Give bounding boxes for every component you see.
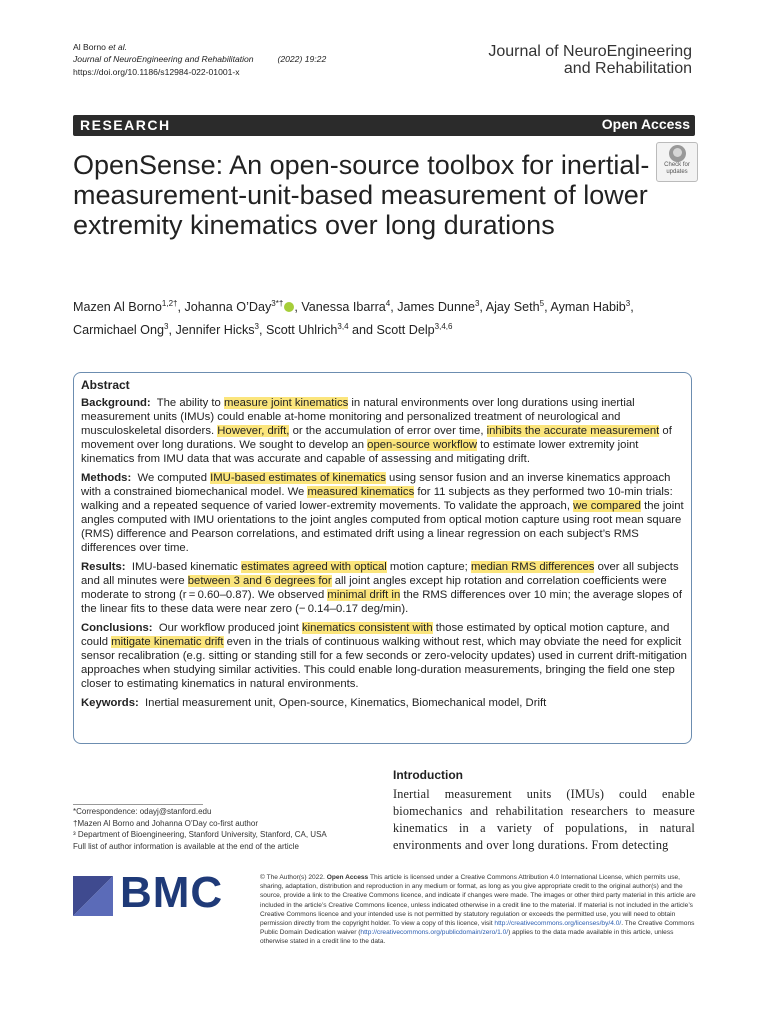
bmc-logo-icon <box>73 876 113 916</box>
text: motion capture; <box>386 561 471 573</box>
text: to estimate lower extremity joint kinematics from IMU data that was accurate and capable of assessing and mitigating drift. <box>81 439 639 465</box>
author[interactable]: Vanessa Ibarra <box>301 300 386 315</box>
check-for-updates-button[interactable] <box>656 142 698 182</box>
highlight[interactable]: minimal drift in <box>327 589 401 601</box>
text: Our workflow produced joint <box>158 622 303 634</box>
header-journal: Journal of NeuroEngineering and Rehabilitation <box>73 54 254 65</box>
update-icon <box>669 145 686 162</box>
journal-line2: and Rehabilitation <box>563 60 692 77</box>
author[interactable]: Ajay Seth <box>485 300 540 315</box>
text: IMU-based kinematic <box>131 561 242 573</box>
license-open-access: Open Access <box>326 874 369 881</box>
text: or the accumulation of error over time, <box>289 425 487 437</box>
co-first-note: †Mazen Al Borno and Johanna O’Day co-first author <box>73 818 258 828</box>
abstract-results <box>81 560 687 616</box>
author-info-note: Full list of author information is available at the end of the article <box>73 841 299 851</box>
author-affiliation: 3 <box>164 322 169 332</box>
running-header <box>73 41 326 78</box>
background-label: Background: <box>81 397 151 409</box>
journal-name <box>488 43 692 77</box>
open-access-label: Open Access <box>601 116 690 132</box>
affiliation-note: ³ Department of Bioengineering, Stanford University, Stanford, CA, USA <box>73 830 327 839</box>
orcid-icon[interactable] <box>284 302 294 312</box>
highlight[interactable]: estimates agreed with optical <box>241 561 387 573</box>
license-prefix: © The Author(s) 2022. <box>260 874 327 881</box>
text: of movement over long durations. We sought to develop an <box>81 425 672 451</box>
methods-label: Methods: <box>81 472 132 484</box>
abstract-keywords <box>81 696 687 710</box>
author-affiliation: 3*† <box>271 299 284 308</box>
introduction-text: Inertial measurement units (IMUs) could enable biomechanics and rehabilitation researchers to measure kinematics in a variety of populations, in natural environments and over long durations. From detecting <box>393 787 695 852</box>
highlight[interactable]: However, drift, <box>217 425 290 437</box>
article-type-label: RESEARCH <box>80 117 171 133</box>
author-affiliation: 3,4 <box>337 322 349 332</box>
text: the joint angles computed with IMU orientations to the joint angles computed from optical motion capture using root mean square (RMS) difference and Pearson correlations, and estimated drift using a linear regression on each subject’s RMS differences over time. <box>81 500 684 554</box>
author[interactable]: Scott Delp <box>376 323 435 338</box>
author[interactable]: Ayman Habib <box>550 300 626 315</box>
author[interactable]: Scott Uhlrich <box>266 323 338 338</box>
footnote-divider <box>73 804 203 805</box>
publisher-name: BMC <box>120 868 224 917</box>
text: over all subjects and all minutes were <box>81 561 679 587</box>
highlight[interactable]: IMU-based estimates of kinematics <box>210 472 386 484</box>
text: those estimated by optical motion capture, and could <box>81 622 670 648</box>
highlight[interactable]: inhibits the accurate measurement <box>486 425 660 437</box>
license-body: ) applies to the data made available in this article, unless otherwise stated in a credit line to the data. <box>260 929 674 946</box>
author[interactable]: Carmichael Ong <box>73 323 164 338</box>
abstract-background <box>81 396 687 466</box>
highlight[interactable]: open-source workflow <box>367 439 478 451</box>
author-affiliation: 5 <box>539 299 545 308</box>
text: in natural environments over long durations using inertial measurement units (IMUs) could enable at-home monitoring and personalized treatment of neurological and musculoskeletal disorders. <box>81 397 635 437</box>
text: all joint angles except hip rotation and correlation coefficients were moderate to strong (r = 0.60–0.87). We observed <box>81 575 667 601</box>
header-authors: Al Borno <box>73 42 106 52</box>
journal-line1: Journal of NeuroEngineering <box>488 43 692 60</box>
author[interactable]: Mazen Al Borno <box>73 300 162 315</box>
author-affiliation: 4 <box>385 299 391 308</box>
author[interactable]: Johanna O’Day <box>184 300 272 315</box>
text: for 11 subjects as they performed two 10-min trials: walking and a repeated sequence of varied lower-extremity movements. To validate the approach, <box>81 486 673 512</box>
abstract-methods <box>81 471 687 555</box>
footnotes <box>73 806 373 852</box>
author-affiliation: 3 <box>625 299 631 308</box>
highlight[interactable]: median RMS differences <box>470 561 595 573</box>
highlight[interactable]: between 3 and 6 degrees for <box>187 575 332 587</box>
license-body: . The Creative Commons Public Domain Dedication waiver ( <box>260 920 695 937</box>
author-affiliation: 3,4,6 <box>434 322 453 332</box>
license-link[interactable]: http://creativecommons.org/licenses/by/4.0/ <box>494 920 622 928</box>
results-label: Results: <box>81 561 126 573</box>
waiver-link[interactable]: http://creativecommons.org/publicdomain/zero/1.0/ <box>360 929 509 937</box>
highlight[interactable]: we compared <box>573 500 641 512</box>
author-affiliation: 1,2† <box>161 299 178 308</box>
text: We computed <box>137 472 211 484</box>
text: the RMS differences over 10 min; the average slopes of the linear fits to these data were near zero (− 0.14–0.17 deg/min). <box>81 589 682 615</box>
author-affiliation: 3 <box>254 322 259 332</box>
author-affiliation: 3 <box>474 299 480 308</box>
author[interactable]: James Dunne <box>397 300 475 315</box>
correspondence[interactable]: *Correspondence: odayj@stanford.edu <box>73 807 212 816</box>
highlight[interactable]: measure joint kinematics <box>223 397 349 409</box>
text: using sensor fusion and an inverse kinematics approach with a constrained biomechanical model. We <box>81 472 671 498</box>
abstract-heading: Abstract <box>81 378 130 392</box>
text: The ability to <box>156 397 224 409</box>
author-list: Mazen Al Borno$^{1,2\dagger}$, Johanna O’Day$^{3*\dagger}$ , Vanessa Ibarra$^4$, James Dunne$^3$, Ajay Seth$^5$, Ayman Habib$^3$, Carmichael Ong$^3$, Jennifer Hicks$^3$, Scott Uhlrich$^{3,4}$ and Scott Delp$^{3,4,6}$ <box>73 299 634 338</box>
check-updates-line2: updates <box>666 168 688 175</box>
license-body: This article is licensed under a Creative Commons Attribution 4.0 International License, which permits use, sharing, adaptation, distribution and reproduction in any medium or format, as long as you give appropriate credit to the original author(s) and the source, provide a link to the Creative Commons licence, and indicate if changes were made. The images or other third party material in this article are included in the article’s Creative Commons licence, unless indicated otherwise in a credit line to the material. If material is not included in the article’s Creative Commons licence and your intended use is not permitted by statutory regulation or exceeds the permitted use, you will need to obtain permission directly from the copyright holder. To view a copy of this licence, visit <box>260 874 696 928</box>
highlight[interactable]: mitigate kinematic drift <box>111 636 224 648</box>
highlight[interactable]: kinematics consistent with <box>302 622 433 634</box>
author[interactable]: Jennifer Hicks <box>175 323 255 338</box>
abstract-conclusions <box>81 621 687 691</box>
keywords: Inertial measurement unit, Open-source, Kinematics, Biomechanical model, Drift <box>145 697 547 709</box>
text: even in the trials of continuous walking without rest, which may obviate the need for explicit sensor recalibration (e.g. sitting or standing still for a few seconds or zero-velocity updates) used in current drift-mitigation approaches when studying similar activities. This could enable long-duration measurements, bringing the field one step closer to estimating kinematics in natural environments. <box>81 636 687 690</box>
introduction-heading: Introduction <box>393 768 463 782</box>
keywords-label: Keywords: <box>81 697 139 709</box>
license-text <box>260 873 696 947</box>
conclusions-label: Conclusions: <box>81 622 153 634</box>
header-year-volume: (2022) 19:22 <box>277 54 327 65</box>
highlight[interactable]: measured kinematics <box>307 486 415 498</box>
check-updates-line1: Check for <box>664 162 690 168</box>
header-etal: et al. <box>108 42 127 52</box>
header-doi[interactable]: https://doi.org/10.1186/s12984-022-01001-x <box>73 66 240 77</box>
abstract <box>81 378 687 715</box>
article-title: OpenSense: An open-source toolbox for inertial-measurement-unit-based measurement of lower extremity kinematics over long durations <box>73 150 650 240</box>
